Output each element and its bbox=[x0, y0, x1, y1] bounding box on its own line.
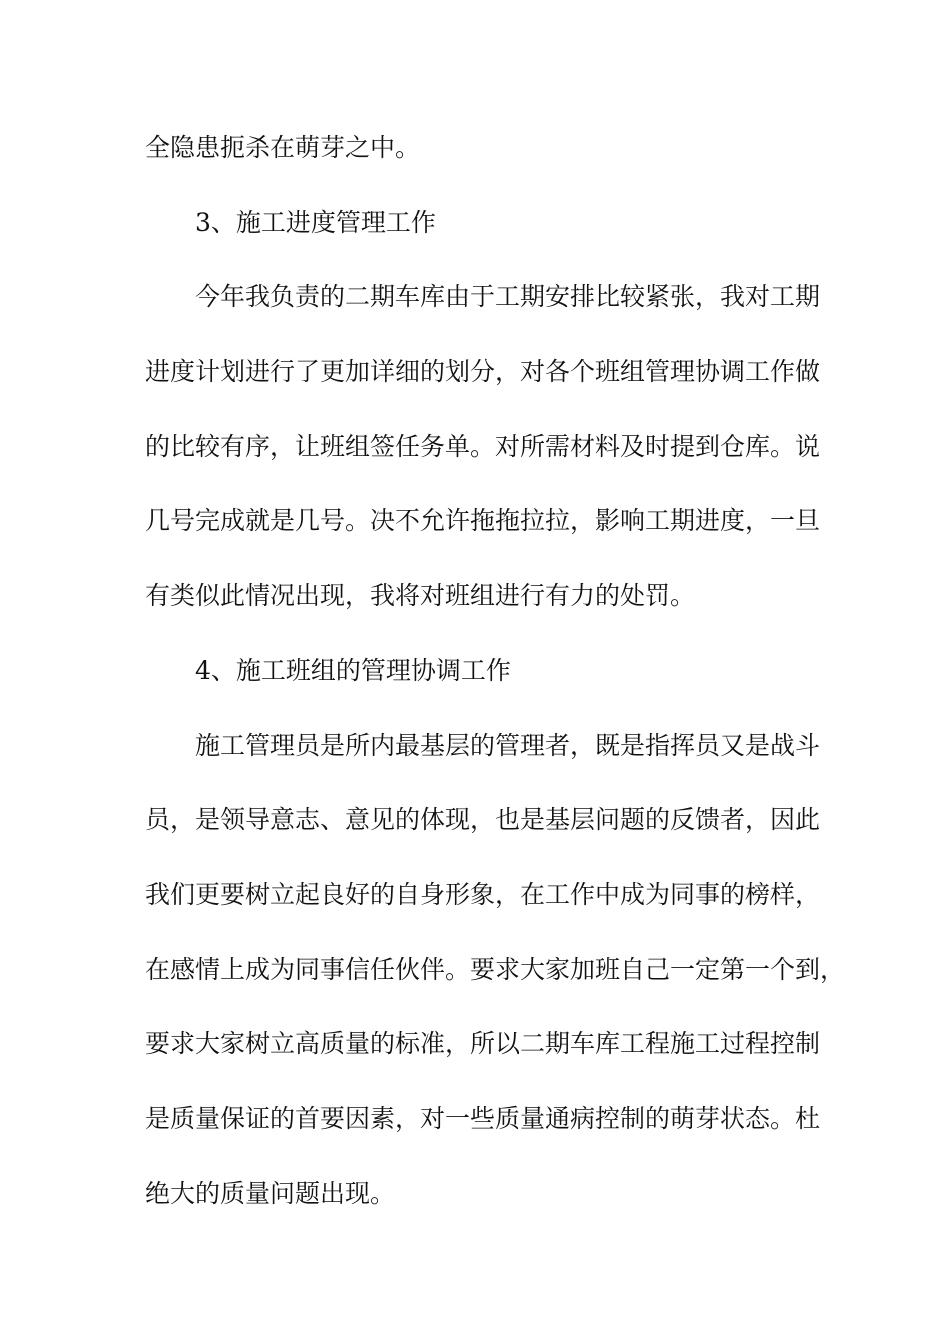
document-body bbox=[145, 129, 846, 1249]
text-line: 我们更要树立起良好的自身形象，在工作中成为同事的榜样， bbox=[145, 879, 821, 909]
text-line: 绝大的质量问题出现。 bbox=[145, 1178, 396, 1208]
text-line: 进度计划进行了更加详细的划分，对各个班组管理协调工作做 bbox=[145, 357, 821, 387]
text-line: 的比较有序，让班组签任务单。对所需材料及时提到仓库。说 bbox=[145, 431, 821, 461]
text-line: 是质量保证的首要因素，对一些质量通病控制的萌芽状态。杜 bbox=[145, 1103, 821, 1133]
text-line: 在感情上成为同事信任伙伴。要求大家加班自己一定第一个到， bbox=[145, 954, 846, 984]
text-line: 全隐患扼杀在萌芽之中。 bbox=[145, 133, 421, 162]
text-line: 要求大家树立高质量的标准，所以二期车库工程施工过程控制 bbox=[145, 1029, 821, 1059]
text-line: 员，是领导意志、意见的体现，也是基层问题的反馈者，因此 bbox=[145, 805, 821, 835]
text-line: 几号完成就是几号。决不允许拖拖拉拉，影响工期进度，一旦 bbox=[145, 506, 821, 536]
text-line: 今年我负责的二期车库由于工期安排比较紧张，我对工期 bbox=[195, 282, 821, 312]
text-line: 施工管理员是所内最基层的管理者，既是指挥员又是战斗 bbox=[195, 730, 821, 760]
section-heading-4: 4、施工班组的管理协调工作 bbox=[195, 655, 511, 685]
text-line: 有类似此情况出现，我将对班组进行有力的处罚。 bbox=[145, 581, 696, 611]
section-heading-3: 3、施工进度管理工作 bbox=[195, 207, 436, 237]
